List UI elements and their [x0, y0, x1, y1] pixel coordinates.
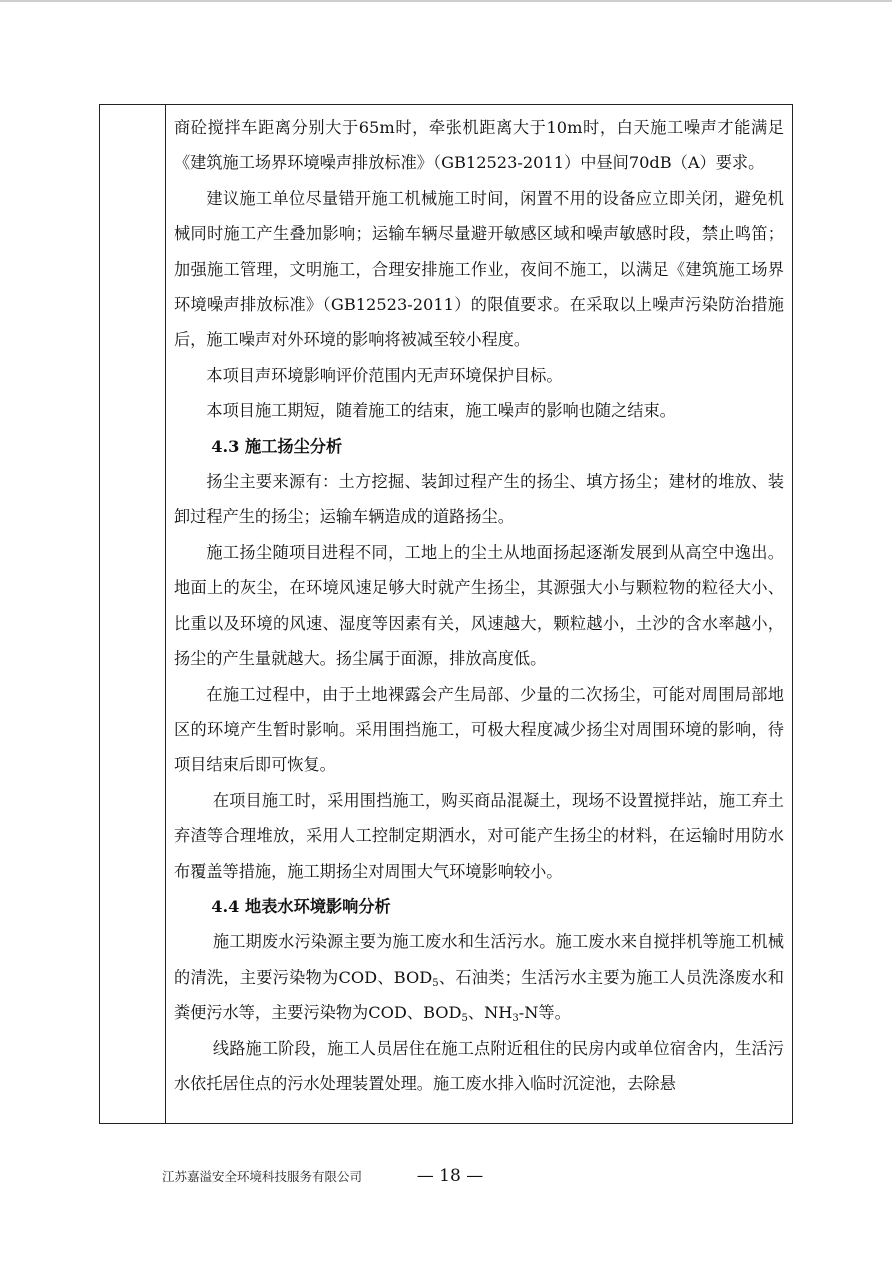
wastewater-text-c: 、NH: [467, 1003, 513, 1023]
paragraph-dust-sources: 扬尘主要来源有：土方挖掘、装卸过程产生的扬尘、填方扬尘；建材的堆放、装卸过程产生的扬尘；运输车辆造成的道路扬尘。: [174, 472, 784, 527]
section-heading-4-4: 4.4 地表水环境影响分析: [211, 896, 391, 916]
page-number: — 18 —: [416, 1166, 484, 1186]
paragraph-line-construction: 线路施工阶段，施工人员居住在施工点附近租住的民房内或单位宿舍内，生活污水依托居住点的污水处理装置处理。施工废水排入临时沉淀池，去除悬: [174, 1038, 784, 1093]
paragraph-noise-distance: 商砼搅拌车距离分别大于65m时，牵张机距离大于10m时，白天施工噪声才能满足《建筑施工场界环境噪声排放标准》（GB12523-2011）中昼间70dB（A）要求。: [174, 118, 784, 173]
table-content-cell: [166, 105, 792, 1123]
page-footer: [162, 1164, 484, 1188]
top-edge-line: [0, 0, 892, 2]
section-heading-4-3: 4.3 施工扬尘分析: [211, 436, 343, 456]
table-left-column: [100, 105, 166, 1123]
paragraph-noise-measures: 建议施工单位尽量错开施工机械施工时间，闲置不用的设备应立即关闭，避免机械同时施工产生叠加影响；运输车辆尽量避开敏感区域和噪声敏感时段，禁止鸣笛；加强施工管理，文明施工，合理安排施工作业，夜间不施工，以满足《建筑施工场界环境噪声排放标准》（GB12523-2011）的限值要求。在采取以上噪声污染防治措施后，施工噪声对外环境的影响将被减至较小程度。: [174, 188, 784, 350]
paragraph-dust-secondary: 在施工过程中，由于土地裸露会产生局部、少量的二次扬尘，可能对周围局部地区的环境产生暂时影响。采用围挡施工，可极大程度减少扬尘对周围环境的影响，待项目结束后即可恢复。: [174, 684, 784, 775]
wastewater-text-a: 施工期废水污染源主要为施工废水和生活污水。施工废水来自搅拌机等施工机械的清洗，主要污染物为COD、BOD: [174, 932, 784, 987]
paragraph-wastewater-sources: [174, 924, 784, 1030]
subscript-5: 5: [432, 977, 439, 989]
wastewater-text-d: -N等。: [518, 1003, 571, 1023]
subscript-3: 3: [512, 1013, 519, 1025]
subscript-5: 5: [461, 1013, 468, 1025]
paragraph-dust-factors: 施工扬尘随项目进程不同，工地上的尘土从地面扬起逐渐发展到从高空中逸出。地面上的灰尘，在环境风速足够大时就产生扬尘，其源强大小与颗粒物的粒径大小、比重以及环境的风速、湿度等因素有关，风速越大，颗粒越小，土沙的含水率越小，扬尘的产生量就越大。扬尘属于面源，排放高度低。: [174, 542, 784, 669]
content-table: [99, 104, 793, 1124]
wastewater-text-b: 、石油类；生活污水主要为施工人员洗涤废水和粪便污水等，主要污染物为COD、BOD: [174, 967, 784, 1023]
paragraph-noise-end: 本项目施工期短，随着施工的结束，施工噪声的影响也随之结束。: [206, 401, 676, 421]
paragraph-dust-measures: 在项目施工时，采用围挡施工，购买商品混凝土，现场不设置搅拌站，施工弃土弃渣等合理堆放，采用人工控制定期洒水，对可能产生扬尘的材料，在运输时用防水布覆盖等措施，施工期扬尘对周围大气环境影响较小。: [174, 790, 784, 881]
paragraph-noise-targets: 本项目声环境影响评价范围内无声环境保护目标。: [206, 365, 563, 385]
footer-company-name: 江苏嘉溢安全环境科技服务有限公司: [162, 1169, 363, 1184]
